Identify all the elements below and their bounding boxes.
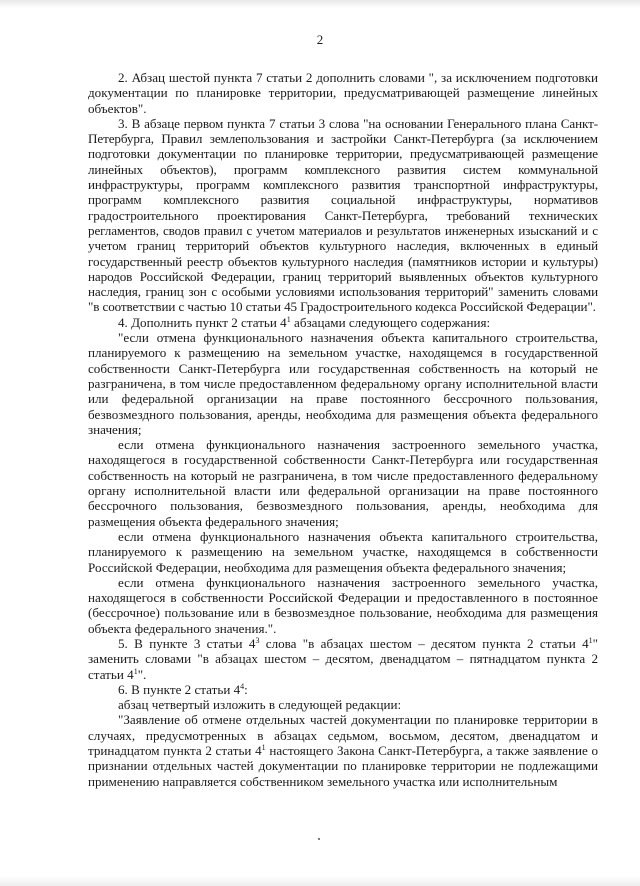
text-run: 4. Дополнить пункт 2 статьи 4: [118, 314, 287, 330]
paragraph-item-4: [88, 315, 598, 330]
text-run: абзацами следующего содержания:: [290, 314, 491, 330]
text-run: ".: [137, 666, 147, 682]
superscript: 1: [286, 314, 291, 324]
text-run: :: [244, 681, 248, 697]
scan-bottom-edge: [0, 876, 640, 886]
superscript: 1: [133, 666, 138, 676]
quoted-paragraph: если отмена функционального назначения застроенного земельного участка, находящегося в государственной собственности Санкт-Петербурга или государственная собственность на который не разграничена, в том числе предоставленного федеральному органу исполнительной власти или федеральной организации на праве постоянного бессрочного пользования, безвозмездного пользования, аренды, необходима для размещения объекта федерального значения;: [88, 437, 598, 529]
quoted-paragraph: [88, 712, 598, 788]
text-run: 5. В пункте 3 статьи 4: [118, 635, 256, 651]
paragraph-item-3: 3. В абзаце первом пункта 7 статьи 3 слова "на основании Генерального плана Санкт-Петербурга, Правил землепользования и застройки Санкт-Петербурга (за исключением подготовки документации по планировке территории, предусматривающей размещение линейных объектов), программ комплексного развития систем коммунальной инфраструктуры, программ комплексного развития транспортной инфраструктуры, программ комплексного развития социальной инфраструктуры, нормативов градостроительного проектирования Санкт-Петербурга, требований технических регламентов, сводов правил с учетом материалов и результатов инженерных изысканий и с учетом границ территорий объектов культурного наследия, включенных в единый государственный реестр объектов культурного наследия (памятников истории и культуры) народов Российской Федерации, границ территорий выявленных объектов культурного наследия, границ зон с особыми условиями использования территорий" заменить словами "в соответствии с частью 10 статьи 45 Градостроительного кодекса Российской Федерации".: [88, 115, 598, 315]
instruction-paragraph: абзац четвертый изложить в следующей редакции:: [118, 697, 402, 713]
quoted-paragraph: "если отмена функционального назначения объекта капитального строительства, планируемого к размещению на земельном участке, находящемся в государственной собственности Санкт-Петербурга или государственная собственность на который не разграничена, в том числе предоставленном федеральному органу исполнительной власти или федеральной организации на праве постоянного бессрочного пользования, безвозмездного пользования, аренды, необходима для размещения объекта федерального значения;: [88, 330, 598, 437]
paragraph-item-2: 2. Абзац шестой пункта 7 статьи 2 дополнить словами ", за исключением подготовки документации по планировке территории, предусматривающей размещение линейных объектов".: [88, 70, 598, 116]
text-run: 6. В пункте 2 статьи 4: [118, 681, 241, 697]
text-run: "Заявление об отмене отдельных частей документации по планировке территории в случаях, предусмотренных в абзацах седьмом, восьмом, десятом, двенадцатом и тринадцатом пункта 2 статьи 4: [88, 712, 598, 759]
document-body: [88, 70, 598, 789]
text-run: настоящего Закона Санкт-Петербурга, а также заявление о признании отдельных частей документации по планировке территории не подлежащими применению направляется собственником земельного участка или исполнительным: [88, 743, 598, 789]
quoted-paragraph: если отмена функционального назначения объекта капитального строительства, планируемого к размещению на земельном участке, находящемся в собственности Российской Федерации, необходима для размещения объекта федерального значения;: [88, 528, 598, 575]
superscript: 1: [588, 635, 593, 645]
superscript: 4: [240, 681, 245, 691]
paragraph-item-6: [88, 682, 598, 697]
paragraph-item-5: [88, 636, 598, 682]
text-run: " заменить словами "в абзацах шестом – десятом, двенадцатом – пятнадцатом пункта 2 статьи 4: [88, 635, 598, 682]
quoted-paragraph: если отмена функционального назначения застроенного земельного участка, находящегося в собственности Российской Федерации и предоставленного в постоянное (бессрочное) пользование или в безвозмездное пользование, необходима для размещения объекта федерального значения.".: [88, 574, 598, 636]
text-run: слова "в абзацах шестом – десятом пункта 2 статьи 4: [259, 635, 589, 651]
scan-speck: [318, 838, 320, 840]
page-number: 2: [316, 32, 324, 47]
scan-top-edge: [0, 0, 640, 8]
superscript: 1: [261, 743, 266, 753]
superscript: 3: [255, 635, 260, 645]
